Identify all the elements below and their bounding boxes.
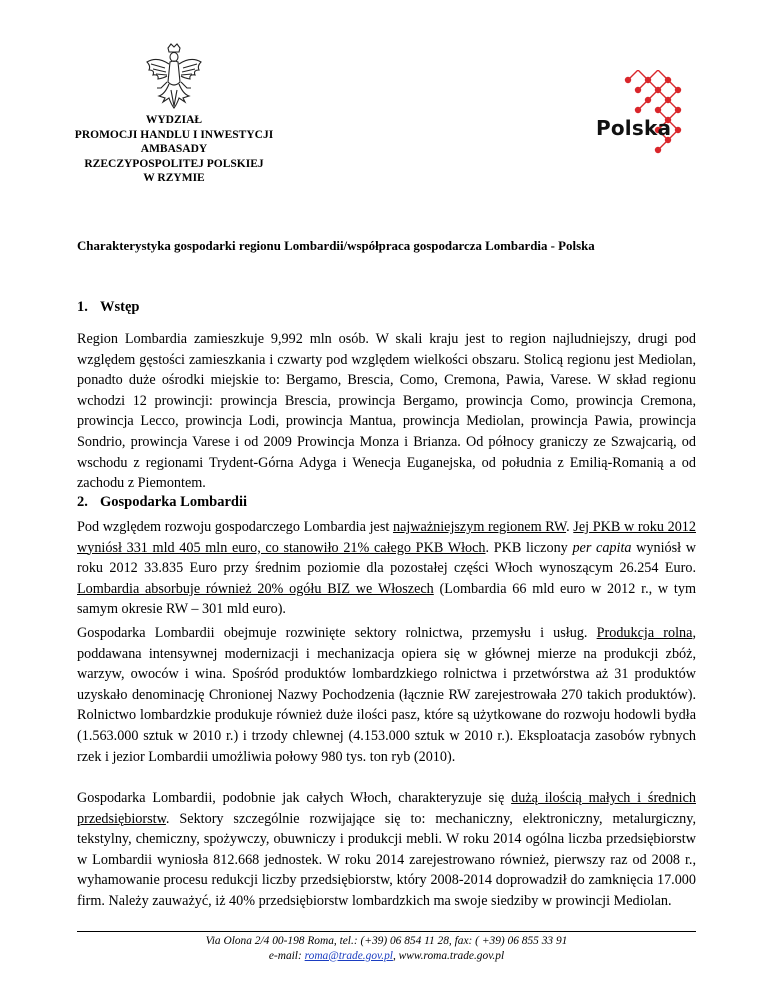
text-run: . PKB liczony <box>485 539 573 556</box>
paragraph-economy-2 <box>77 623 696 767</box>
text-run: Pod względem rozwoju gospodarczego Lombardia jest <box>77 519 393 535</box>
org-line: AMBASADY <box>140 143 208 155</box>
text-run: Gospodarka Lombardii, podobnie jak całych Włoch, charakteryzuje się <box>77 790 512 806</box>
org-line: W RZYMIE <box>143 172 205 184</box>
underlined-text: Lombardia absorbuje również 20% ogółu BIZ we Włoszech <box>77 580 434 597</box>
footer <box>77 934 696 963</box>
org-line: RZECZYPOSPOLITEJ POLSKIEJ <box>84 157 264 170</box>
separator: , <box>392 949 399 962</box>
text-run: wyniósł w roku 2012 33.835 Euro przy średnim poziomie dla pozostałej części Włoch wynoszącym 26.254 Euro. <box>77 539 697 577</box>
email-link[interactable]: roma@trade.gov.pl <box>304 949 393 962</box>
eagle-emblem-icon <box>143 42 205 112</box>
underlined-text: najważniejszym regionem RW <box>392 519 567 535</box>
text-run: Gospodarka Lombardii obejmuje rozwinięte sektory rolnictwa, przemysłu i usług. <box>77 625 597 641</box>
document-title: Charakterystyka gospodarki regionu Lombardii/współpraca gospodarcza Lombardia - Polska <box>77 239 595 253</box>
section-number: 2. <box>77 494 88 510</box>
website-text: www.roma.trade.gov.pl <box>398 949 505 962</box>
underlined-text: Jej PKB w roku 2012 wyniósł 331 mld 405 mln euro, co stanowiło 21% całego PKB Włoch <box>77 519 696 556</box>
polska-logo-icon <box>594 70 688 154</box>
email-label: e-mail: <box>268 949 305 962</box>
text-run: . Sektory szczególnie rozwijające się to: mechaniczny, elektroniczny, metalurgiczny, tekstylny, chemiczny, spożywczy, obuwniczy i produkcji mebli. W roku 2014 ogólna liczba przedsiębiorstw w Lombardii wyniosła 812.668 jednostek. W roku 2014 zarejestrowano również, pierwszy raz od 2008 r., wyhamowanie procesu redukcji liczby przedsiębiorstw, który 2008-2014 doprowadził do zamknięcia 17.000 firm. Należy zauważyć, iż 40% przedsiębiorstw lombardzkich ma swoje siedziby w prowincji Mediolan. <box>77 810 696 909</box>
org-line: WYDZIAŁ <box>145 114 203 126</box>
footer-divider <box>77 931 696 932</box>
section-number: 1. <box>77 299 88 315</box>
org-line: PROMOCJI HANDLU I INWESTYCJI <box>74 128 274 141</box>
paragraph-intro: Region Lombardia zamieszkuje 9,992 mln osób. W skali kraju jest to region najludniejszy, drugi pod względem gęstości zamieszkania i czwarty pod względem wielkości obszaru. Stolicą regionu jest Mediolan, ponadto duże ośrodki miejskie to: Bergamo, Brescia, Como, Cremona, Pawia, Varese. W skład regionu wchodzi 12 prowincji: prowincja Brescia, prowincja Bergamo, prowincja Como, prowincja Cremona, prowincja Lecco, prowincja Lodi, prowincja Mantua, prowincja Mediolan, prowincja Pawia, prowincja Sondrio, prowincja Varese i od 2009 Prowincja Monza i Brianza. Od północy graniczy ze Szwajcarią, od wschodu z regionami Trydent-Górna Adyga i Wenecja Euganejska, od południa z Emilią-Romanią a od zachodu z Piemontem. <box>77 331 696 492</box>
paragraph-economy-3 <box>77 788 696 912</box>
section-title: Wstęp <box>100 299 140 315</box>
underlined-text: Produkcja rolna <box>596 625 693 641</box>
underlined-text: przedsiębiorstw <box>77 810 166 827</box>
paragraph-economy-1 <box>77 517 696 620</box>
footer-address: Via Olona 2/4 00-198 Roma, tel.: (+39) 06 854 11 28, fax: ( +39) 06 855 33 91 <box>205 935 568 947</box>
text-run: (Lombardia 66 mld euro w 2012 r., w tym samym okresie RW – 301 mld euro). <box>77 580 696 618</box>
text-run: , poddawana intensywnej modernizacji i mechanizacja opiera się w głównej mierze na produkcji zbóż, warzyw, owoców i wina. Spośród produktów lombardzkiego rolnictwa i przetwórstwa aż 31 produktów uzyskało denominację Chronionej Nazwy Pochodzenia (łącznie RW zarejestrowała 270 takich produktów). Rolnictwo lombardzkie produkuje również duże ilości pasz, które są użytkowane do rozwoju hodowli bydła (1.563.000 sztuk w 2010 r.) i trzody chlewnej (4.153.000 sztuk w 2010 r.). Eksploatacja zasobów rybnych rzek i jezior Lombardii umożliwia połowy 980 tys. ton ryb (2010). <box>77 625 696 765</box>
section-title: Gospodarka Lombardii <box>100 494 248 510</box>
footer-contact <box>77 949 696 964</box>
organization-header <box>58 113 290 186</box>
section-heading-economy <box>77 494 247 511</box>
polska-logo-text: Polska <box>596 116 672 140</box>
italic-text: per capita <box>572 539 632 556</box>
text-run: . <box>566 519 574 535</box>
underlined-text: dużą ilością małych i średnich <box>511 790 696 806</box>
section-heading-intro <box>77 299 139 316</box>
